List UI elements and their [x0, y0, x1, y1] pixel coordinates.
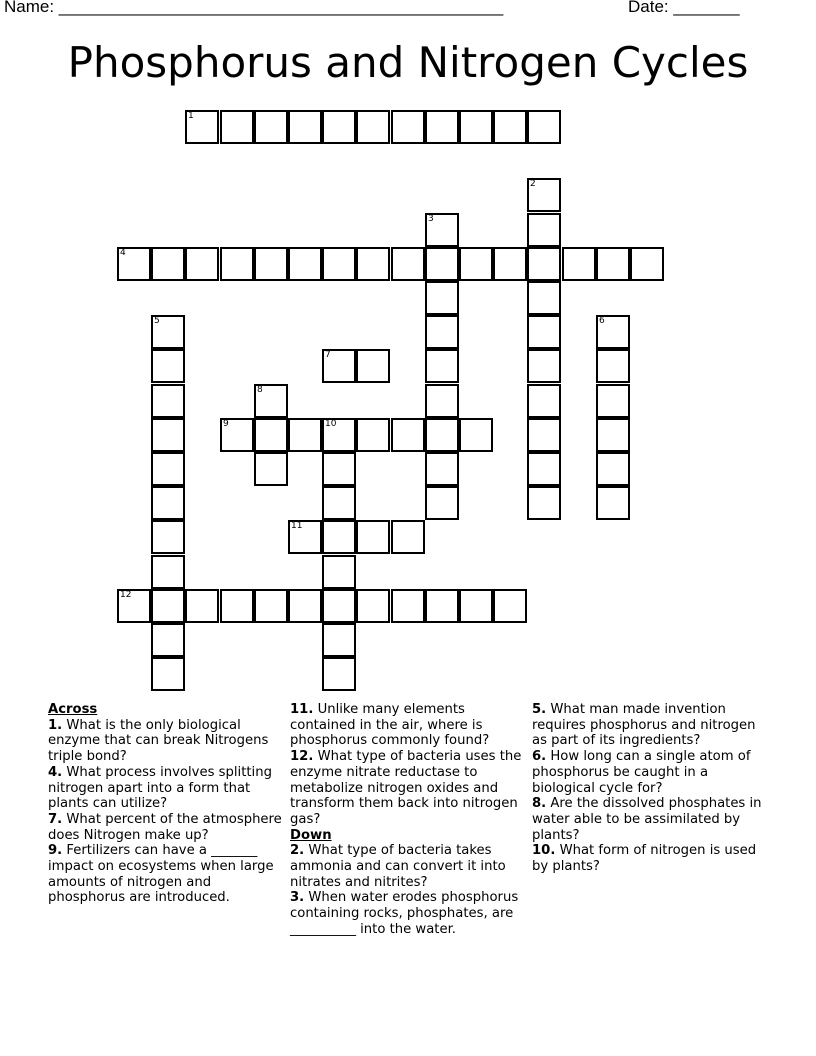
crossword-cell[interactable]: [459, 110, 493, 144]
crossword-cell[interactable]: [562, 247, 596, 281]
crossword-cell[interactable]: [425, 247, 459, 281]
clue-text: What is the only biological enzyme that can break Nitrogens triple bond?: [48, 717, 269, 765]
clue-text: What percent of the atmosphere does Nitrogen make up?: [48, 811, 282, 843]
cell-number: 1: [188, 111, 194, 121]
clue-column-3: [532, 702, 768, 875]
clue-down-10: [532, 843, 768, 874]
crossword-cell[interactable]: [425, 486, 459, 520]
crossword-cell[interactable]: [391, 110, 425, 144]
crossword-cell[interactable]: [254, 247, 288, 281]
clue-number: 7.: [48, 811, 63, 827]
date-label: Date: _______: [628, 0, 740, 16]
crossword-cell[interactable]: [185, 247, 219, 281]
crossword-cell[interactable]: [151, 555, 185, 589]
crossword-cell[interactable]: [254, 384, 288, 418]
page-title: Phosphorus and Nitrogen Cycles: [67, 38, 749, 87]
crossword-cell[interactable]: [356, 589, 390, 623]
crossword-cell[interactable]: [220, 247, 254, 281]
crossword-cell[interactable]: [151, 247, 185, 281]
crossword-cell[interactable]: [254, 452, 288, 486]
cell-number: 5: [154, 316, 160, 326]
crossword-cell[interactable]: [254, 110, 288, 144]
clue-number: 9.: [48, 843, 63, 859]
clue-column-2: [290, 702, 526, 938]
crossword-cell[interactable]: [288, 418, 322, 452]
crossword-cell[interactable]: [596, 486, 630, 520]
crossword-cell[interactable]: [151, 418, 185, 452]
crossword-cell[interactable]: [288, 520, 322, 554]
crossword-cell[interactable]: [151, 315, 185, 349]
clue-down-3: [290, 890, 526, 937]
clue-down-6: [532, 749, 768, 796]
crossword-cell[interactable]: [356, 247, 390, 281]
clue-down-2: [290, 843, 526, 890]
crossword-cell[interactable]: [322, 623, 356, 657]
crossword-cell[interactable]: [220, 589, 254, 623]
crossword-cell[interactable]: [527, 178, 561, 212]
clue-text: How long can a single atom of phosphorus be caught in a biological cycle for?: [532, 749, 751, 796]
cell-number: 10: [325, 419, 337, 429]
clue-number: 2.: [290, 843, 305, 859]
crossword-cell[interactable]: [527, 349, 561, 383]
crossword-cell[interactable]: [425, 589, 459, 623]
crossword-cell[interactable]: [425, 315, 459, 349]
cell-number: 7: [325, 350, 331, 360]
crossword-cell[interactable]: [151, 589, 185, 623]
crossword-cell[interactable]: [527, 110, 561, 144]
crossword-cell[interactable]: [151, 349, 185, 383]
crossword-cell[interactable]: [322, 589, 356, 623]
cell-number: 8: [257, 385, 263, 395]
crossword-cell[interactable]: [425, 418, 459, 452]
crossword-cell[interactable]: [527, 452, 561, 486]
crossword-cell[interactable]: [117, 589, 151, 623]
crossword-cell[interactable]: [493, 110, 527, 144]
crossword-cell[interactable]: [117, 247, 151, 281]
clue-text: What process involves splitting nitrogen apart into a form that plants can utilize?: [48, 764, 272, 812]
cell-number: 4: [120, 248, 126, 258]
clue-text: What type of bacteria takes ammonia and can convert it into nitrates and nitrites?: [290, 843, 506, 890]
crossword-cell[interactable]: [527, 281, 561, 315]
crossword-cell[interactable]: [391, 418, 425, 452]
clue-text: Are the dissolved phosphates in water able to be assimilated by plants?: [532, 796, 762, 843]
crossword-cell[interactable]: [391, 520, 425, 554]
crossword-cell[interactable]: [527, 418, 561, 452]
crossword-cell[interactable]: [185, 589, 219, 623]
crossword-cell[interactable]: [185, 110, 219, 144]
crossword-cell[interactable]: [151, 657, 185, 691]
crossword-cell[interactable]: [356, 349, 390, 383]
cell-number: 2: [530, 179, 536, 189]
crossword-cell[interactable]: [151, 452, 185, 486]
crossword-cell[interactable]: [151, 384, 185, 418]
crossword-cell[interactable]: [391, 247, 425, 281]
clue-number: 6.: [532, 749, 547, 765]
clue-across-11: [290, 702, 526, 749]
crossword-cell[interactable]: [596, 384, 630, 418]
clue-across-4: [48, 765, 283, 812]
clue-text: Unlike many elements contained in the air, where is phosphorus commonly found?: [290, 702, 490, 749]
crossword-cell[interactable]: [322, 110, 356, 144]
crossword-cell[interactable]: [322, 555, 356, 589]
clue-down-5: [532, 702, 768, 749]
crossword-cell[interactable]: [425, 213, 459, 247]
clue-text: What form of nitrogen is used by plants?: [532, 843, 757, 875]
crossword-cell[interactable]: [322, 486, 356, 520]
clue-number: 12.: [290, 749, 314, 765]
crossword-cell[interactable]: [151, 520, 185, 554]
crossword-cell[interactable]: [288, 589, 322, 623]
crossword-cell[interactable]: [288, 110, 322, 144]
crossword-cell[interactable]: [493, 589, 527, 623]
crossword-cell[interactable]: [425, 349, 459, 383]
crossword-cell[interactable]: [322, 418, 356, 452]
cell-number: 3: [428, 214, 434, 224]
crossword-cell[interactable]: [425, 281, 459, 315]
clue-number: 3.: [290, 890, 305, 906]
clue-text: What man made invention requires phosphorus and nitrogen as part of its ingredients?: [532, 702, 756, 749]
crossword-cell[interactable]: [527, 384, 561, 418]
crossword-cell[interactable]: [596, 349, 630, 383]
crossword-cell[interactable]: [151, 486, 185, 520]
clue-text: What type of bacteria uses the enzyme nitrate reductase to metabolize nitrogen oxides and transform them back into nitrogen gas?: [290, 749, 522, 827]
across-heading: Across: [48, 702, 98, 717]
crossword-cell[interactable]: [596, 315, 630, 349]
crossword-cell[interactable]: [596, 452, 630, 486]
crossword-cell[interactable]: [425, 384, 459, 418]
crossword-cell[interactable]: [425, 110, 459, 144]
crossword-cell[interactable]: [254, 418, 288, 452]
crossword-cell[interactable]: [459, 418, 493, 452]
crossword-cell[interactable]: [459, 589, 493, 623]
crossword-cell[interactable]: [596, 418, 630, 452]
clue-number: 8.: [532, 796, 547, 812]
crossword-cell[interactable]: [425, 452, 459, 486]
crossword-cell[interactable]: [356, 110, 390, 144]
clue-text: When water erodes phosphorus containing rocks, phosphates, are __________ into the water.: [290, 890, 519, 937]
crossword-cell[interactable]: [322, 349, 356, 383]
crossword-cell[interactable]: [493, 247, 527, 281]
crossword-cell[interactable]: [356, 418, 390, 452]
clue-across-1: [48, 718, 283, 765]
clue-number: 10.: [532, 843, 556, 859]
clue-across-9: [48, 843, 283, 906]
clue-column-1: [48, 702, 283, 906]
cell-number: 12: [120, 590, 132, 600]
crossword-cell[interactable]: [220, 110, 254, 144]
crossword-cell[interactable]: [527, 213, 561, 247]
crossword-cell[interactable]: [322, 247, 356, 281]
crossword-cell[interactable]: [596, 247, 630, 281]
clue-across-12: [290, 749, 526, 828]
down-heading: Down: [290, 827, 332, 843]
clue-across-7: [48, 812, 283, 843]
crossword-cell[interactable]: [356, 520, 390, 554]
crossword-cell[interactable]: [288, 247, 322, 281]
cell-number: 11: [291, 521, 303, 531]
crossword-cell[interactable]: [527, 247, 561, 281]
cell-number: 9: [223, 419, 229, 429]
crossword-cell[interactable]: [322, 657, 356, 691]
clue-number: 5.: [532, 702, 547, 717]
crossword-cell[interactable]: [391, 589, 425, 623]
crossword-cell[interactable]: [322, 520, 356, 554]
crossword-cell[interactable]: [254, 589, 288, 623]
crossword-cell[interactable]: [527, 315, 561, 349]
clue-down-8: [532, 796, 768, 843]
clue-number: 11.: [290, 702, 314, 717]
clue-number: 4.: [48, 764, 63, 780]
cell-number: 6: [599, 316, 605, 326]
crossword-cell[interactable]: [459, 247, 493, 281]
crossword-cell[interactable]: [630, 247, 664, 281]
name-label: Name: _______________________________________________: [4, 0, 504, 16]
crossword-cell[interactable]: [527, 486, 561, 520]
crossword-cell[interactable]: [151, 623, 185, 657]
clue-number: 1.: [48, 717, 63, 733]
clue-text: Fertilizers can have a _______ impact on ecosystems when large amounts of nitrogen and phosphorus are introduced.: [48, 843, 274, 906]
crossword-cell[interactable]: [322, 452, 356, 486]
crossword-cell[interactable]: [220, 418, 254, 452]
